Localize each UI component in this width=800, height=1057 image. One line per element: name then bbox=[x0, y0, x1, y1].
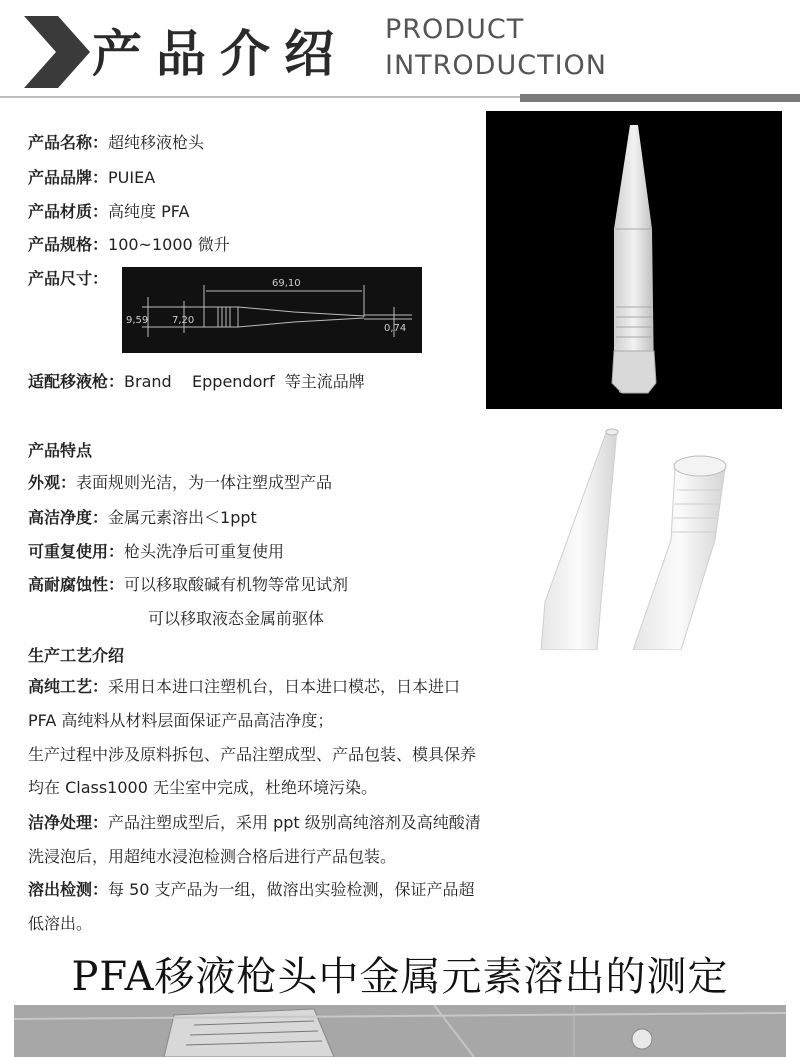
process-line bbox=[28, 913, 92, 935]
feature-value: 枪头洗净后可重复使用 bbox=[124, 542, 285, 561]
process-key: 洁净处理： bbox=[28, 813, 109, 832]
dim-tip-dia: 0,74 bbox=[384, 323, 407, 334]
spec-row-name bbox=[28, 132, 204, 154]
pipette-tips-image bbox=[525, 420, 785, 650]
page-title-en bbox=[385, 12, 607, 84]
header-accent-bar bbox=[520, 94, 800, 102]
dim-outer-dia: 9,59 bbox=[126, 315, 149, 326]
spec-value: 超纯移液枪头 bbox=[108, 133, 205, 152]
feature-key: 高耐腐蚀性： bbox=[28, 575, 125, 594]
process-value: 洗浸泡后，用超纯水浸泡检测合格后进行产品包装。 bbox=[28, 847, 397, 866]
process-line bbox=[28, 744, 476, 766]
page-title-cn: 产品介绍 bbox=[92, 24, 348, 83]
feature-row bbox=[28, 541, 284, 563]
compat-key: 适配移液枪： bbox=[28, 372, 125, 391]
process-value: 采用日本进口注塑机台，日本进口模芯，日本进口 bbox=[108, 677, 461, 696]
process-value: 产品注塑成型后，采用 ppt 级别高纯溶剂及高纯酸清 bbox=[108, 813, 481, 832]
spec-key: 产品规格： bbox=[28, 235, 109, 254]
spec-key: 产品品牌： bbox=[28, 168, 109, 187]
spec-value: PUIEA bbox=[108, 168, 156, 187]
process-value: 均在 Class1000 无尘室中完成，杜绝环境污染。 bbox=[28, 778, 377, 797]
cleanroom-photo bbox=[14, 1005, 786, 1057]
features-title: 产品特点 bbox=[28, 441, 93, 460]
cleanroom-ceiling-image bbox=[14, 1005, 786, 1057]
dim-length: 69,10 bbox=[272, 278, 301, 289]
pipette-tip-image bbox=[486, 111, 782, 409]
process-value: 生产过程中涉及原料拆包、产品注塑成型、产品包装、模具保养 bbox=[28, 745, 477, 764]
process-value: 低溶出。 bbox=[28, 914, 93, 933]
spec-key: 产品名称： bbox=[28, 133, 109, 152]
spec-row-brand bbox=[28, 167, 155, 189]
spec-value: 100~1000 微升 bbox=[108, 235, 230, 254]
title-en-line2: INTRODUCTION bbox=[385, 50, 607, 81]
feature-value: 表面规则光洁，为一体注塑成型产品 bbox=[76, 473, 333, 492]
process-line bbox=[28, 846, 396, 868]
feature-row bbox=[28, 574, 348, 596]
feature-row bbox=[28, 472, 332, 494]
process-key: 溶出检测： bbox=[28, 880, 109, 899]
feature-extra-line: 可以移取液态金属前驱体 bbox=[148, 609, 325, 628]
tip-dimension-diagram bbox=[122, 267, 422, 353]
dim-inner-dia: 7,20 bbox=[172, 315, 195, 326]
spec-row-spec bbox=[28, 234, 230, 256]
process-line bbox=[28, 812, 481, 834]
spec-value: 高纯度 PFA bbox=[108, 202, 190, 221]
spec-row-material bbox=[28, 201, 189, 223]
feature-key: 可重复使用： bbox=[28, 542, 125, 561]
process-line bbox=[28, 676, 460, 698]
spec-key: 产品尺寸： bbox=[28, 269, 109, 288]
spec-key: 产品材质： bbox=[28, 202, 109, 221]
spec-row-size bbox=[28, 268, 108, 290]
product-photo bbox=[486, 111, 782, 409]
process-line bbox=[28, 777, 377, 799]
feature-value: 可以移取酸碱有机物等常见试剂 bbox=[124, 575, 349, 594]
feature-row bbox=[28, 507, 257, 529]
process-value: PFA 高纯料从材料层面保证产品高洁净度； bbox=[28, 711, 334, 730]
section-heading: PFA移液枪头中金属元素溶出的测定 bbox=[71, 954, 729, 1000]
dimension-drawing bbox=[122, 267, 422, 353]
compat-row bbox=[28, 371, 365, 393]
tips-closeup-photo bbox=[525, 420, 785, 650]
feature-key: 高洁净度： bbox=[28, 508, 109, 527]
title-en-line1: PRODUCT bbox=[385, 14, 525, 45]
process-title: 生产工艺介绍 bbox=[28, 646, 125, 665]
process-value: 每 50 支产品为一组，做溶出实验检测，保证产品超 bbox=[108, 880, 475, 899]
process-line bbox=[28, 710, 333, 732]
feature-key: 外观： bbox=[28, 473, 77, 492]
process-line bbox=[28, 879, 475, 901]
page-header bbox=[0, 0, 800, 105]
feature-value: 金属元素溶出＜1ppt bbox=[108, 508, 257, 527]
compat-value: Brand Eppendorf 等主流品牌 bbox=[124, 372, 365, 391]
process-key: 高纯工艺： bbox=[28, 677, 109, 696]
